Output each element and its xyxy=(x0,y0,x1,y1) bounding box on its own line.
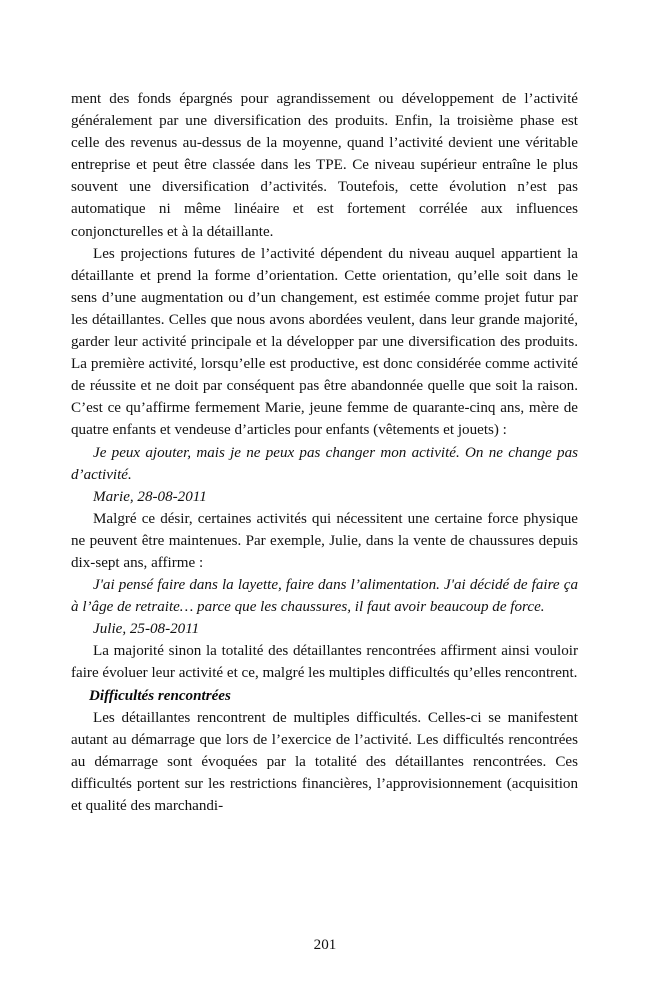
paragraph-continued-phases: ment des fonds épargnés pour agrandissement ou développement de l’activité généralement par une diversification des produits. Enfin, la troisième phase est celle des revenus au-dessus de la moyenne, quand l’activité devient une véritable entreprise et peut être classée dans les TPE. Ce niveau supérieur entraîne le plus souvent une diversification d’activités. Toutefois, cette évolution n’est pas automatique ni même linéaire et est fortement corrélée aux influences conjoncturelles et à la détaillante. xyxy=(71,91,578,240)
attribution-marie: Marie, 28-08-2011 xyxy=(93,488,207,505)
page-number: 201 xyxy=(313,937,337,953)
paragraph-malgre-ce-desir: Malgré ce désir, certaines activités qui nécessitent une certaine force physique ne peuvent être maintenues. Par exemple, Julie, dans la vente de chaussures depuis dix-sept ans, affirme : xyxy=(71,510,578,571)
text-column xyxy=(71,88,578,817)
paragraph-projections-futures: Les projections futures de l’activité dépendent du niveau auquel appartient la détaillante et prend la forme d’orientation. Cette orientation, qu’elle soit dans le sens d’une augmentation ou d’un changement, est estimée comme projet futur par les détaillantes. Celles que nous avons abordées veulent, dans leur grande majorité, garder leur activité principale et la développer par une diversification des produits. La première activité, lorsqu’elle est productive, est donc considérée comme activité de réussite et ne doit par conséquent pas être abandonnée quelle que soit la raison. C’est ce qu’affirme fermement Marie, jeune femme de quarante-cinq ans, mère de quatre enfants et vendeuse d’articles pour enfants (vêtements et jouets) : xyxy=(71,245,578,439)
attribution-julie: Julie, 25-08-2011 xyxy=(93,621,200,638)
blockquote-julie: J'ai pensé faire dans la layette, faire dans l’alimentation. J'ai décidé de faire ça à l’âge de retraite… parce que les chaussures, il faut avoir beaucoup de force. xyxy=(71,577,578,616)
subheading-difficultes-rencontrees: Difficultés rencontrées xyxy=(89,687,231,704)
paragraph-les-detaillantes-rencontrent: Les détaillantes rencontrent de multiples difficultés. Celles-ci se manifestent autant au démarrage que lors de l’exercice de l’activité. Les difficultés rencontrées au démarrage sont évoquées par la totalité des détaillantes rencontrées. Ces difficultés portent sur les restrictions financières, l’approvisionnement (acquisition et qualité des marchandi- xyxy=(71,709,578,814)
paragraph-la-majorite: La majorité sinon la totalité des détaillantes rencontrées affirment ainsi vouloir faire évoluer leur activité et ce, malgré les multiples difficultés qu’elles rencontrent. xyxy=(71,643,578,682)
blockquote-marie: Je peux ajouter, mais je ne peux pas changer mon activité. On ne change pas d’activité. xyxy=(71,444,578,483)
